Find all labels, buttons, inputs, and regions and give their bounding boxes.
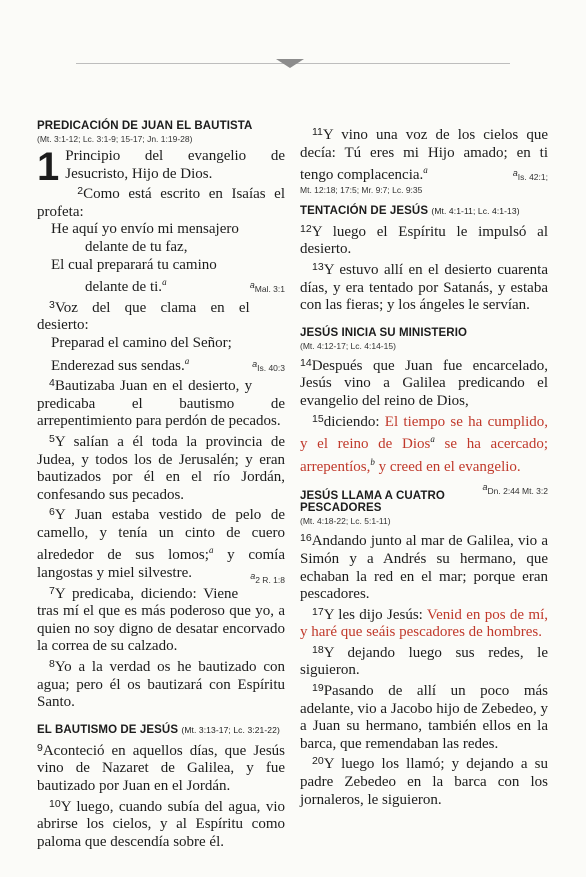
section-heading: TENTACIÓN DE JESÚS (Mt. 4:1-11; Lc. 4:1-13) xyxy=(300,204,520,217)
verse-4: $^4$Bautizaba Juan en el desierto, y predicaba el bautismo de arrepentimiento para perdón de pecados. xyxy=(37,377,285,430)
cross-ref: $^a$2 R. 1:8 xyxy=(250,571,285,585)
verse-11: $^{11}$Y vino una voz de los cielos que decía: Tú eres mi Hijo amado; en ti tengo complacencia.$^a$ $^a$Is. 42:1; xyxy=(300,124,548,185)
verse-16: $^{16}$Andando junto al mar de Galilea, vio a Simón y a Andrés su hermano, que echaban la red en el mar; porque eran pescadores. xyxy=(300,532,548,603)
cross-ref: $^a$Is. 40:3 xyxy=(252,358,285,373)
verse-5: $^5$Y salían a él toda la provincia de Judea, y todos los de Jerusalén; y eran bautizados por él en el río Jordán, confesando sus pecados. xyxy=(37,432,285,503)
verse-18: $^{18}$Y dejando luego sus redes, le siguieron. xyxy=(300,643,548,679)
verse-13: $^{13}$Y estuvo allí en el desierto cuarenta días, y era tentado por Satanás, y estaba con las fieras; y los ángeles le servían. xyxy=(300,260,548,314)
verse-6: $^6$Y Juan estaba vestido de pelo de camello, y tenía un cinto de cuero alrededor de sus lomos;$^a$ y comía langostas y miel silvestre. $^a$2 R. 1:8 xyxy=(37,504,285,582)
verse-14: $^{14}$Después que Juan fue encarcelado, Jesús vino a Galilea predicando el evangelio del reino de Dios, xyxy=(300,356,548,409)
section-refs: (Mt. 4:12-17; Lc. 4:14-15) xyxy=(300,340,396,351)
cross-ref-line: Mt. 12:18; 17:5; Mr. 9:7; Lc. 9:35 xyxy=(300,184,423,195)
quote-malachi: He aquí yo envío mi mensajero delante de tu faz, El cual preparará tu camino delante de ti.$^a$ $^a$Mal. 3:1 xyxy=(37,221,285,296)
section-heading: JESÚS LLAMA A CUATRO PESCADORES xyxy=(300,490,445,515)
verse-19: $^{19}$Pasando de allí un poco más adelante, vio a Jacobo hijo de Zebedeo, y a Juan su hermano, también ellos en la barca, que remendaban las redes. xyxy=(300,682,548,752)
section-heading: EL BAUTISMO DE JESÚS (Mt. 3:13-17; Lc. 3:21-22) xyxy=(37,723,280,736)
verse-7: $^7$Y predicaba, diciendo: Viene tras mí el que es más poderoso que yo, a quien no soy digno de desatar encorvado la correa de su calzado. xyxy=(37,584,285,655)
verse-2: $^2$Como está escrito en Isaías el profeta: xyxy=(37,185,285,220)
verse-17: $^{17}$Y les dijo Jesús: Venid en pos de mí, y haré que seáis pescadores de hombres. xyxy=(300,605,549,641)
verse-3: $^3$Voz del que clama en el desierto: xyxy=(37,298,250,334)
verse-9: $^9$Aconteció en aquellos días, que Jesús vino de Nazaret de Galilea, y fue bautizado por Juan en el Jordán. xyxy=(37,741,285,794)
quote-isaiah: Preparad el camino del Señor; Enderezad sus sendas.$^a$ $^a$Is. 40:3 xyxy=(37,335,285,375)
verse-10: $^{10}$Y luego, cuando subía del agua, vio abrirse los cielos, y al Espíritu como paloma que descendía sobre él. xyxy=(37,797,285,850)
right-column xyxy=(300,124,548,809)
left-column xyxy=(37,120,285,851)
verse-1: 1 Principio del evangelio de Jesucristo, Hijo de Dios. xyxy=(37,145,285,189)
cross-ref: $^a$Mal. 3:1 xyxy=(249,280,285,294)
section-heading: PREDICACIÓN DE JUAN EL BAUTISTA xyxy=(37,120,253,132)
chapter-number: 1 xyxy=(37,145,60,189)
cross-ref: $^a$Dn. 2:44 Mt. 3:2 xyxy=(482,482,548,497)
page-marker-tab xyxy=(276,59,304,68)
verse-8: $^8$Yo a la verdad os he bautizado con agua; pero él os bautizará con Espíritu Santo. xyxy=(37,658,285,711)
section-refs: (Mt. 4:18-22; Lc. 5:1-11) xyxy=(300,516,391,527)
section-heading: JESÚS INICIA SU MINISTERIO xyxy=(300,326,468,339)
verse-12: $^{12}$Y luego el Espíritu le impulsó al desierto. xyxy=(300,222,548,258)
section-refs: (Mt. 3:1-12; Lc. 3:1-9; 15-17; Jn. 1:19-28) xyxy=(37,134,193,144)
cross-ref: $^a$Is. 42:1; xyxy=(512,168,548,183)
verse-20: $^{20}$Y luego los llamó; y dejando a su padre Zebedeo en la barca con los jornaleros, le siguieron. xyxy=(300,755,548,808)
verse-15: $^{15}$diciendo: El tiempo se ha cumplido, y el reino de Dios$^a$ se ha acercado; arrepentíos,$^b$ y creed en el evangelio. $^a$Dn. 2:44 Mt. 3:2 xyxy=(300,411,548,477)
